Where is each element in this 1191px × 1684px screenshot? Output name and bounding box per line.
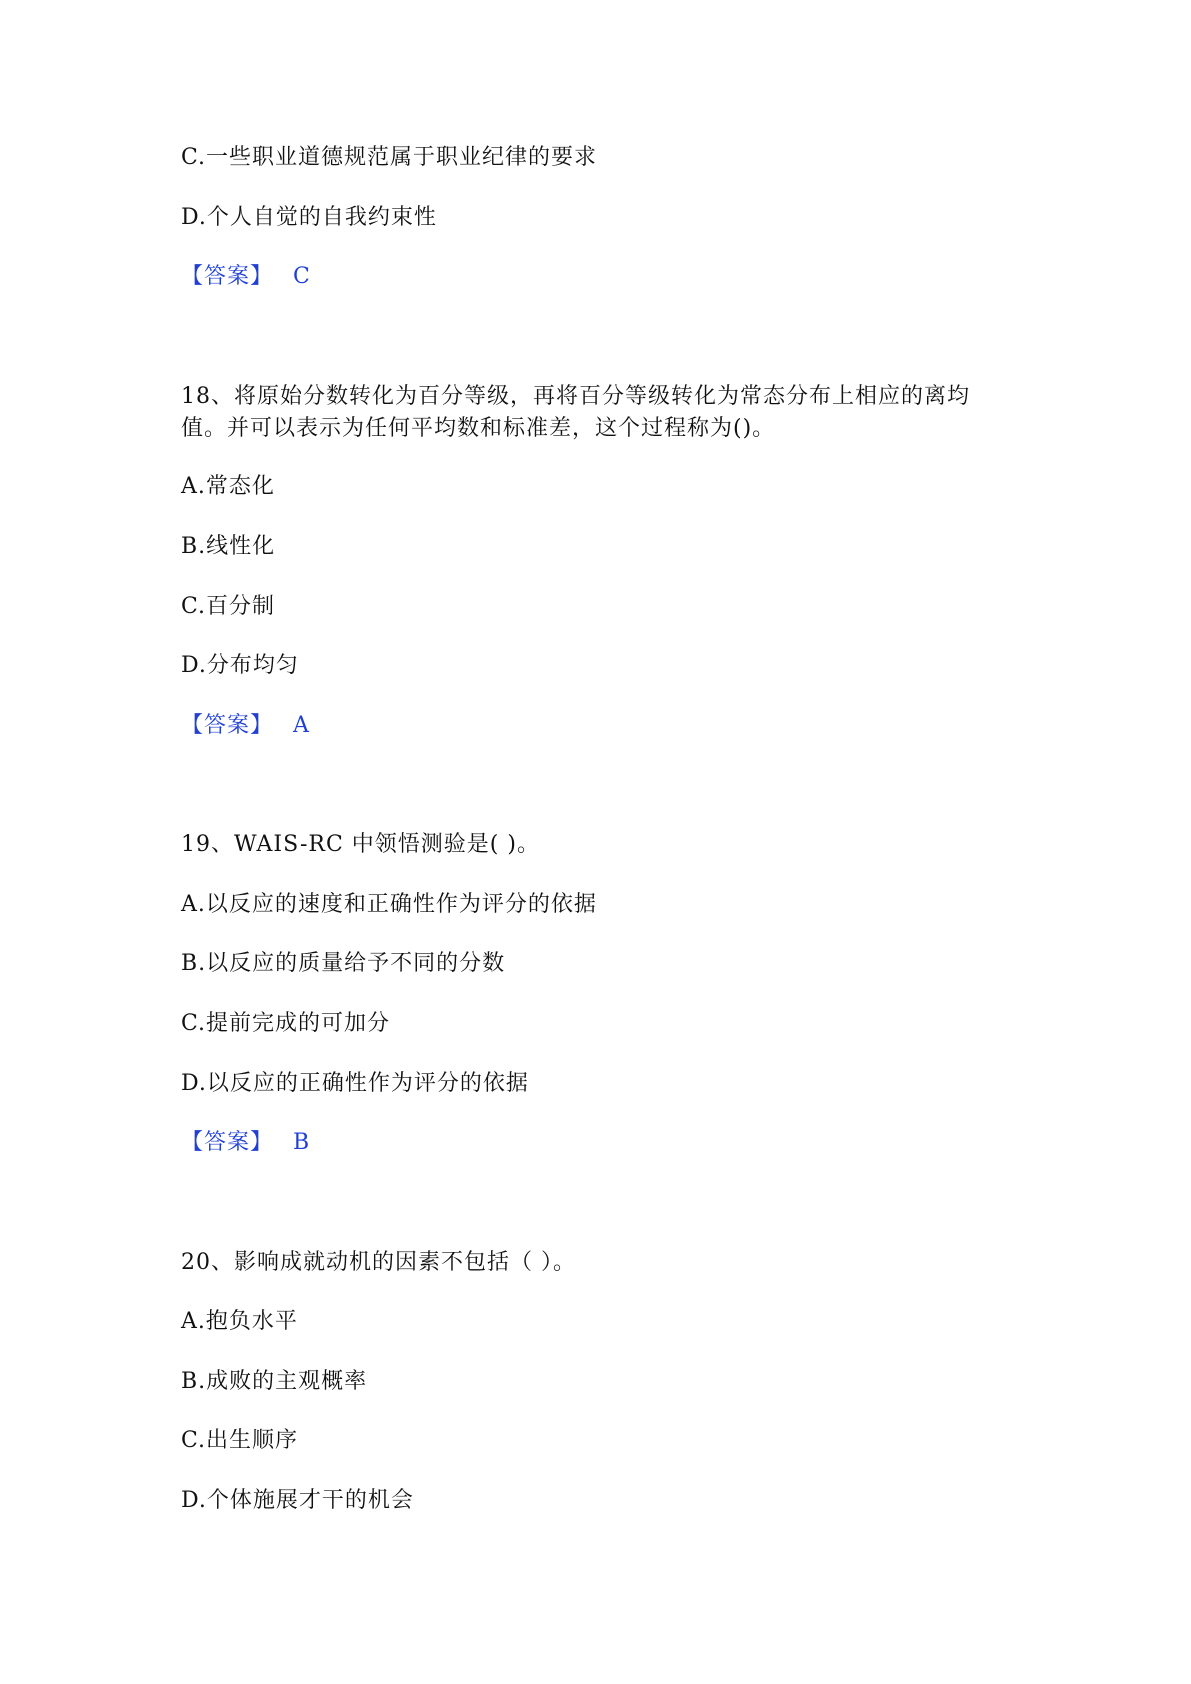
q17-answer-value: C	[293, 264, 311, 289]
q19-option-a: A.以反应的速度和正确性作为评分的依据	[181, 892, 597, 917]
q20-option-d: D.个体施展才干的机会	[181, 1488, 414, 1513]
q18-answer-value: A	[293, 713, 310, 738]
q18-option-a: A.常态化	[181, 474, 275, 499]
q19-option-c: C.提前完成的可加分	[181, 1011, 391, 1036]
q20-option-a: A.抱负水平	[181, 1309, 298, 1334]
q19-stem: 19、WAIS-RC 中领悟测验是( )。	[181, 832, 540, 857]
q20-stem: 20、影响成就动机的因素不包括（ ）。	[181, 1250, 576, 1275]
q19-answer	[181, 1127, 310, 1159]
q17-option-c: C.一些职业道德规范属于职业纪律的要求	[181, 145, 598, 170]
q18-answer-label: 【答案】	[181, 713, 274, 738]
q18-stem-line1: 18、将原始分数转化为百分等级，再将百分等级转化为常态分布上相应的离均	[181, 384, 970, 409]
q18-option-b: B.线性化	[181, 534, 276, 559]
q18-option-d: D.分布均匀	[181, 653, 299, 678]
q19-answer-value: B	[293, 1130, 311, 1155]
q20-option-b: B.成败的主观概率	[181, 1369, 368, 1394]
q19-option-b: B.以反应的质量给予不同的分数	[181, 951, 506, 976]
q18-stem-line2: 值。并可以表示为任何平均数和标准差，这个过程称为()。	[181, 416, 776, 441]
q19-answer-label: 【答案】	[181, 1130, 274, 1155]
q17-answer-label: 【答案】	[181, 264, 274, 289]
q18-option-c: C.百分制	[181, 594, 276, 619]
q18-answer	[181, 710, 310, 742]
q17-answer	[181, 261, 311, 293]
q17-option-d: D.个人自觉的自我约束性	[181, 205, 437, 230]
q19-option-d: D.以反应的正确性作为评分的依据	[181, 1071, 529, 1096]
q20-option-c: C.出生顺序	[181, 1428, 299, 1453]
